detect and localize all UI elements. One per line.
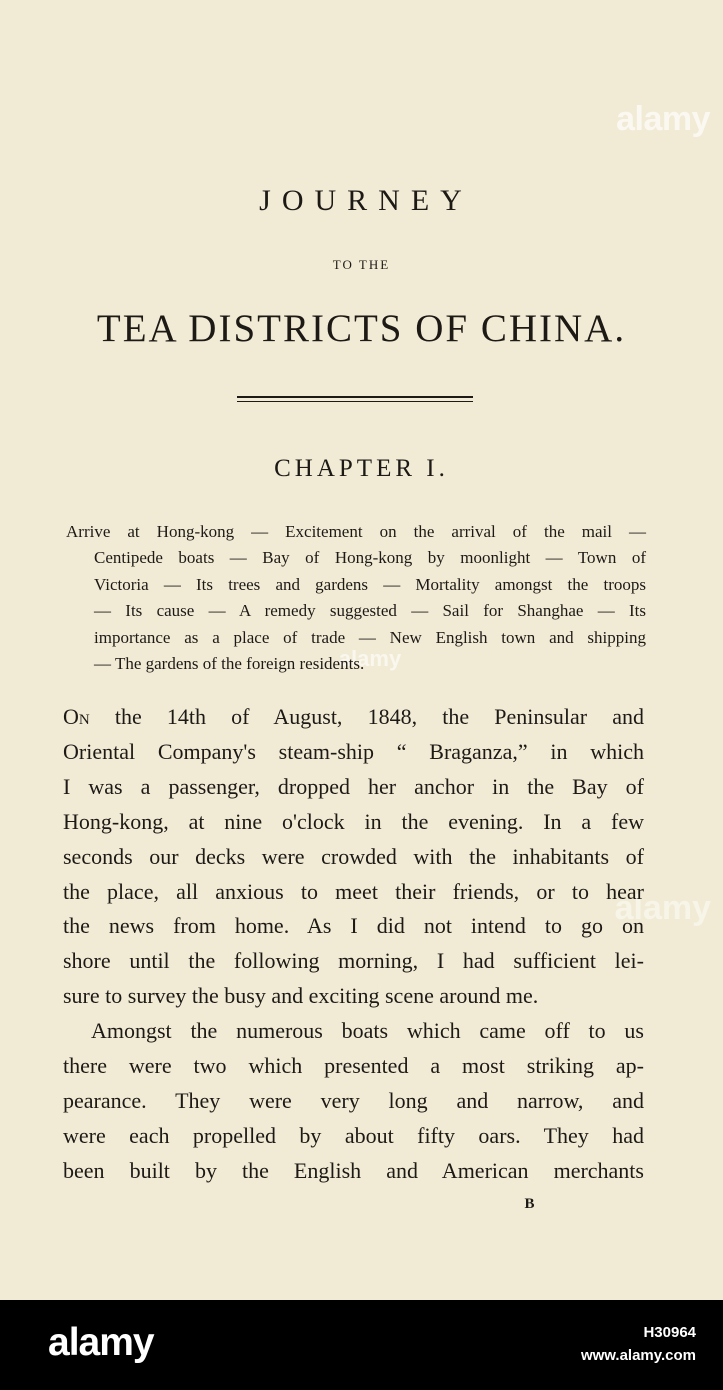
body-line: seconds our decks were crowded with the inhabitants of	[63, 843, 644, 869]
body-line: the news from home. As I did not intend to go on	[63, 913, 644, 939]
body-line-first	[63, 700, 644, 735]
book-title-journey: JOURNEY	[259, 184, 473, 217]
body-line: the place, all anxious to meet their friends, or to hear	[63, 878, 644, 904]
image-id: H30964	[643, 1324, 696, 1341]
body-line: were each propelled by about fifty oars. They had	[63, 1122, 644, 1148]
summary-line: Centipede boats — Bay of Hong-kong by moonlight — Town of	[94, 548, 646, 568]
signature-mark: B	[524, 1196, 536, 1212]
body-line: shore until the following morning, I had sufficient lei-	[63, 948, 644, 974]
summary-line: — The gardens of the foreign residents.	[94, 654, 365, 674]
alamy-logo: alamy	[48, 1321, 154, 1364]
title-divider	[237, 396, 473, 402]
body-line: been built by the English and American merchants	[63, 1157, 644, 1183]
drop-word: On	[63, 704, 90, 729]
watermark-logo: alamy	[616, 100, 710, 138]
body-line: I was a passenger, dropped her anchor in the Bay of	[63, 773, 644, 799]
body-line: Amongst the numerous boats which came off to us	[91, 1018, 644, 1044]
chapter-heading: CHAPTER I.	[274, 455, 449, 482]
site-url: www.alamy.com	[580, 1347, 696, 1364]
watermark-right: alamy	[614, 889, 711, 927]
body-line: Hong-kong, at nine o'clock in the evening. In a few	[63, 808, 644, 834]
body-line: there were two which presented a most striking ap-	[63, 1053, 644, 1079]
chapter-summary	[66, 519, 646, 677]
summary-line: Victoria — Its trees and gardens — Mortality amongst the troops	[94, 574, 646, 594]
body-line: Oriental Company's steam-ship “ Braganza,” in which	[63, 738, 644, 764]
book-title-connector: TO THE	[332, 257, 391, 272]
summary-line: importance as a place of trade — New English town and shipping	[94, 627, 646, 647]
book-title-main: TEA DISTRICTS OF CHINA.	[96, 307, 627, 350]
chapter-body	[63, 700, 644, 1189]
summary-line: Arrive at Hong-kong — Excitement on the arrival of the mail —	[66, 522, 646, 541]
body-line-first-rest: the 14th of August, 1848, the Peninsular and	[89, 704, 644, 729]
watermark-center: alamy	[338, 646, 402, 671]
summary-line: — Its cause — A remedy suggested — Sail for Shanghae — Its	[94, 601, 646, 621]
body-line: pearance. They were very long and narrow, and	[63, 1087, 644, 1113]
body-line: sure to survey the busy and exciting scene around me.	[63, 983, 539, 1009]
stock-photo-footer	[0, 1300, 723, 1390]
